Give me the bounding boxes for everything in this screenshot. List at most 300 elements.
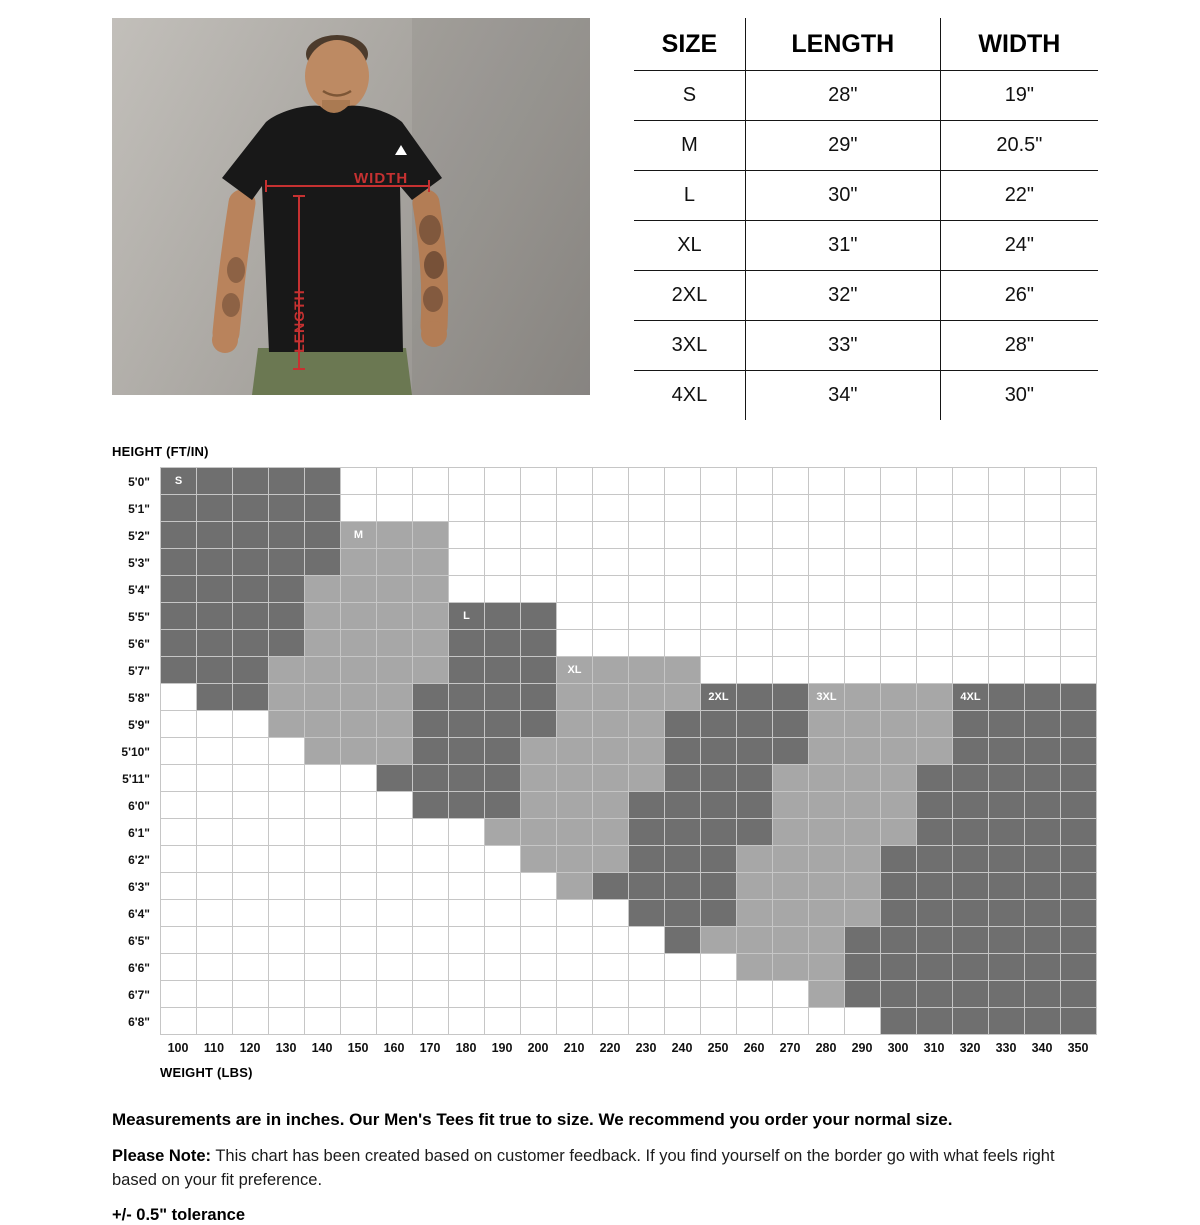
grid-cell <box>917 873 953 900</box>
grid-cell <box>269 819 305 846</box>
size-table <box>634 18 1098 420</box>
grid-cell <box>845 954 881 981</box>
grid-cell <box>701 738 737 765</box>
grid-cell <box>1025 711 1061 738</box>
grid-cell <box>701 954 737 981</box>
grid-cell <box>701 819 737 846</box>
grid-cell <box>521 657 557 684</box>
y-tick-label: 5'11" <box>122 771 150 786</box>
grid-cell <box>629 684 665 711</box>
grid-cell <box>809 738 845 765</box>
grid-cell <box>773 549 809 576</box>
grid-cell <box>1025 657 1061 684</box>
grid-cell <box>161 873 197 900</box>
grid-cell <box>413 603 449 630</box>
grid-cell: 2XL <box>701 684 737 711</box>
grid-cell <box>989 900 1025 927</box>
grid-cell <box>521 522 557 549</box>
grid-cell <box>305 873 341 900</box>
grid-cell <box>377 603 413 630</box>
grid-cell <box>485 468 521 495</box>
grid-cell <box>557 819 593 846</box>
grid-cell <box>377 684 413 711</box>
grid-cell <box>593 522 629 549</box>
grid-cell <box>1061 684 1097 711</box>
grid-cell <box>629 765 665 792</box>
tattoo <box>227 257 245 283</box>
grid-cell <box>197 927 233 954</box>
grid-cell <box>341 765 377 792</box>
grid-cell <box>773 765 809 792</box>
grid-cell <box>809 927 845 954</box>
size-table-cell: 34" <box>745 371 940 421</box>
grid-cell <box>629 873 665 900</box>
tattoo <box>424 251 444 279</box>
grid-cell <box>881 603 917 630</box>
grid-cell <box>521 900 557 927</box>
grid-cell <box>917 711 953 738</box>
grid-cell <box>341 738 377 765</box>
grid-cell <box>377 954 413 981</box>
grid-cell <box>449 873 485 900</box>
grid-cell <box>593 495 629 522</box>
grid-cell <box>161 495 197 522</box>
grid-cell <box>773 792 809 819</box>
size-table-cell: S <box>634 71 745 121</box>
tattoo <box>423 286 443 312</box>
grid-cell <box>161 1008 197 1035</box>
size-table-cell: 33" <box>745 321 940 371</box>
grid-cell <box>413 927 449 954</box>
grid-cell <box>305 549 341 576</box>
grid-cell <box>269 765 305 792</box>
grid-cell <box>809 981 845 1008</box>
grid-cell <box>1025 765 1061 792</box>
grid-row-wrap <box>112 467 1098 1035</box>
grid-cell <box>233 657 269 684</box>
y-tick-label: 6'1" <box>128 825 150 840</box>
grid-cell <box>953 792 989 819</box>
grid-cell <box>1061 549 1097 576</box>
width-measure-label: WIDTH <box>354 170 409 187</box>
grid-cell <box>413 657 449 684</box>
grid-cell <box>521 738 557 765</box>
grid-cell <box>737 981 773 1008</box>
grid-cell <box>953 468 989 495</box>
grid-cell <box>809 819 845 846</box>
grid-cell <box>341 927 377 954</box>
grid-cell <box>737 603 773 630</box>
grid-cell <box>377 657 413 684</box>
grid-cell <box>629 846 665 873</box>
grid-cell <box>989 738 1025 765</box>
grid-cell <box>629 468 665 495</box>
grid-cell <box>269 900 305 927</box>
grid-cell <box>341 981 377 1008</box>
grid-cell <box>197 468 233 495</box>
grid-cell <box>557 549 593 576</box>
grid-cell <box>593 549 629 576</box>
grid-cell <box>341 846 377 873</box>
grid-cell <box>917 603 953 630</box>
grid-cell <box>233 549 269 576</box>
grid-cell <box>449 576 485 603</box>
grid-cell <box>161 738 197 765</box>
grid-cell <box>593 738 629 765</box>
grid-cell <box>521 873 557 900</box>
grid-cell <box>989 1008 1025 1035</box>
grid-cell <box>1025 684 1061 711</box>
grid-cell <box>773 873 809 900</box>
grid-cell <box>737 576 773 603</box>
grid-cell <box>809 954 845 981</box>
grid-cell <box>845 900 881 927</box>
grid-cell <box>485 765 521 792</box>
grid-cell <box>881 792 917 819</box>
grid-cell <box>233 900 269 927</box>
grid-cell <box>953 900 989 927</box>
grid-cell <box>449 738 485 765</box>
grid-cell <box>557 684 593 711</box>
grid-cell <box>449 684 485 711</box>
grid-cell <box>773 711 809 738</box>
grid-cell <box>881 468 917 495</box>
grid-cell <box>989 765 1025 792</box>
y-tick-label: 6'8" <box>128 1014 150 1029</box>
y-tick-label: 5'3" <box>128 555 150 570</box>
x-tick-label: 160 <box>383 1041 405 1055</box>
grid-cell <box>629 981 665 1008</box>
grid-cell <box>737 954 773 981</box>
grid-cell <box>845 657 881 684</box>
grid-cell <box>413 549 449 576</box>
grid-cell <box>809 549 845 576</box>
grid-cell <box>809 792 845 819</box>
grid-cell <box>989 468 1025 495</box>
grid-cell <box>809 657 845 684</box>
grid-cell <box>809 873 845 900</box>
tattoo <box>222 293 240 317</box>
grid-cell <box>161 954 197 981</box>
grid-cell <box>701 765 737 792</box>
grid-cell <box>521 603 557 630</box>
grid-cell <box>197 792 233 819</box>
grid-cell <box>1061 738 1097 765</box>
grid-cell <box>629 927 665 954</box>
grid-cell <box>773 927 809 954</box>
grid-cell <box>809 603 845 630</box>
grid-cell <box>593 927 629 954</box>
grid-cell <box>485 576 521 603</box>
grid-cell <box>845 576 881 603</box>
grid-cell <box>305 846 341 873</box>
grid-cell <box>161 765 197 792</box>
grid-cell <box>305 711 341 738</box>
grid-cell <box>449 711 485 738</box>
grid-cell <box>341 900 377 927</box>
grid-cell <box>917 495 953 522</box>
grid-cell <box>305 765 341 792</box>
grid-cell <box>701 900 737 927</box>
grid-cell <box>629 711 665 738</box>
grid-cell <box>593 792 629 819</box>
grid-cell <box>233 684 269 711</box>
grid-cell <box>485 927 521 954</box>
x-tick-label: 140 <box>311 1041 333 1055</box>
grid-cell <box>917 981 953 1008</box>
grid-cell <box>629 657 665 684</box>
grid-cell <box>809 900 845 927</box>
grid-cell <box>953 819 989 846</box>
grid-cell <box>593 657 629 684</box>
grid-cell <box>989 873 1025 900</box>
grid-cell <box>845 522 881 549</box>
grid-cell <box>773 468 809 495</box>
grid-cell <box>845 603 881 630</box>
grid-cell <box>773 495 809 522</box>
grid-cell <box>485 495 521 522</box>
grid-cell <box>377 927 413 954</box>
y-tick-label: 5'2" <box>128 528 150 543</box>
grid-cell <box>413 711 449 738</box>
grid-cell <box>917 927 953 954</box>
grid-cell <box>197 846 233 873</box>
grid-cell: M <box>341 522 377 549</box>
grid-cell <box>413 738 449 765</box>
grid-cell <box>521 468 557 495</box>
size-table-cell: 30" <box>940 371 1098 421</box>
grid-cell <box>341 684 377 711</box>
grid-cell <box>881 819 917 846</box>
x-tick-label: 260 <box>743 1041 765 1055</box>
grid-cell <box>701 630 737 657</box>
grid-cell <box>305 468 341 495</box>
grid-cell <box>701 927 737 954</box>
grid-cell <box>665 549 701 576</box>
grid-cell <box>557 1008 593 1035</box>
grid-cell <box>953 576 989 603</box>
grid-cell <box>1061 1008 1097 1035</box>
grid-cell <box>629 819 665 846</box>
grid-cell <box>629 522 665 549</box>
grid-cell <box>413 792 449 819</box>
grid-cell <box>665 522 701 549</box>
grid-cell <box>413 495 449 522</box>
grid-cell <box>449 630 485 657</box>
x-tick-label: 230 <box>635 1041 657 1055</box>
grid-cell <box>161 927 197 954</box>
grid-cell <box>485 603 521 630</box>
size-table-cell: 28" <box>745 71 940 121</box>
fit-photo-illustration <box>112 18 590 395</box>
grid-cell <box>449 792 485 819</box>
grid-cell <box>413 873 449 900</box>
grid-cell <box>449 954 485 981</box>
grid-cell <box>161 711 197 738</box>
grid-cell <box>953 873 989 900</box>
grid-cell <box>917 468 953 495</box>
grid-cell <box>989 549 1025 576</box>
y-tick-label: 6'3" <box>128 879 150 894</box>
grid-cell <box>953 765 989 792</box>
grid-cell <box>665 819 701 846</box>
grid-cell <box>377 468 413 495</box>
grid-cell <box>665 927 701 954</box>
grid-cell <box>917 1008 953 1035</box>
grid-cell <box>521 1008 557 1035</box>
grid-cell <box>701 1008 737 1035</box>
grid-cell <box>953 738 989 765</box>
grid-cell <box>341 819 377 846</box>
grid-cell <box>269 684 305 711</box>
grid-cell <box>449 522 485 549</box>
grid-cell <box>845 711 881 738</box>
grid-cell <box>233 1008 269 1035</box>
grid-cell <box>161 792 197 819</box>
grid-cell <box>341 495 377 522</box>
grid-cell <box>233 522 269 549</box>
grid-cell <box>989 603 1025 630</box>
size-table-wrap <box>634 18 1098 420</box>
grid-cell <box>773 819 809 846</box>
grid-cell <box>521 630 557 657</box>
grid-cell <box>377 873 413 900</box>
grid-cell <box>197 495 233 522</box>
grid-cell <box>341 603 377 630</box>
top-section <box>112 18 1098 420</box>
size-table-cell: 4XL <box>671 384 708 406</box>
grid-cell <box>737 792 773 819</box>
grid-cell <box>197 981 233 1008</box>
grid-cell <box>845 495 881 522</box>
grid-cell <box>485 900 521 927</box>
grid-cell <box>881 684 917 711</box>
grid-cell <box>737 927 773 954</box>
grid-cell <box>845 819 881 846</box>
grid-cell <box>881 846 917 873</box>
grid-cell <box>1025 1008 1061 1035</box>
grid-cell <box>449 846 485 873</box>
grid-cell <box>1061 630 1097 657</box>
grid-cell <box>845 684 881 711</box>
grid-cell <box>485 549 521 576</box>
grid-cell <box>665 630 701 657</box>
grid-cell <box>485 630 521 657</box>
grid-cell <box>881 765 917 792</box>
y-tick-label: 6'7" <box>128 987 150 1002</box>
grid-cell <box>773 657 809 684</box>
grid-cell <box>953 522 989 549</box>
grid-cell <box>305 954 341 981</box>
grid-cell <box>233 576 269 603</box>
grid-cell <box>1025 630 1061 657</box>
grid-cell <box>1061 954 1097 981</box>
grid-cell <box>773 981 809 1008</box>
grid-cell <box>521 495 557 522</box>
grid-cell <box>557 495 593 522</box>
grid-cell <box>377 738 413 765</box>
grid-cell <box>269 522 305 549</box>
grid-cell <box>593 1008 629 1035</box>
grid-cell <box>773 576 809 603</box>
grid-cell <box>557 927 593 954</box>
grid-cell <box>377 711 413 738</box>
grid-cell <box>737 819 773 846</box>
grid-cell <box>701 792 737 819</box>
grid-cell <box>197 900 233 927</box>
grid-cell <box>377 819 413 846</box>
size-table-cell: 20.5" <box>940 121 1098 171</box>
length-measure-label: LENGTH <box>291 289 307 353</box>
grid-cell <box>197 738 233 765</box>
x-tick-label: 310 <box>923 1041 945 1055</box>
grid-cell <box>161 819 197 846</box>
x-axis-labels <box>160 1035 1098 1055</box>
grid-cell <box>449 900 485 927</box>
size-table-row <box>634 71 1098 121</box>
grid-cell <box>665 738 701 765</box>
grid-cell <box>845 927 881 954</box>
grid-cell <box>305 495 341 522</box>
grid-cell <box>413 1008 449 1035</box>
grid-cell <box>1061 711 1097 738</box>
grid-cell <box>701 549 737 576</box>
grid-cell <box>1061 468 1097 495</box>
x-tick-label: 190 <box>491 1041 513 1055</box>
size-table-cell: M <box>634 121 745 171</box>
grid-cell <box>449 819 485 846</box>
grid-cell <box>737 657 773 684</box>
y-axis-labels <box>112 467 160 1035</box>
grid-cell <box>773 954 809 981</box>
grid-cell <box>593 576 629 603</box>
grid-cell <box>1025 873 1061 900</box>
size-table-cell: 22" <box>940 171 1098 221</box>
grid-cell <box>845 549 881 576</box>
grid-cell <box>629 1008 665 1035</box>
grid-cell <box>1061 603 1097 630</box>
grid-cell <box>1061 927 1097 954</box>
grid-cell <box>1025 603 1061 630</box>
right-hand <box>421 321 447 347</box>
grid-cell <box>1061 576 1097 603</box>
please-note <box>112 1145 1077 1193</box>
grid-cell <box>989 981 1025 1008</box>
grid-cell <box>269 981 305 1008</box>
size-table-cell: 29" <box>745 121 940 171</box>
grid-cell <box>953 603 989 630</box>
grid-cell <box>1061 522 1097 549</box>
grid-cell <box>485 981 521 1008</box>
grid-cell <box>665 1008 701 1035</box>
y-tick-label: 5'9" <box>128 717 150 732</box>
grid-cell <box>953 927 989 954</box>
grid-cell <box>701 576 737 603</box>
size-table-row <box>634 371 1098 421</box>
grid-cell <box>809 765 845 792</box>
grid-cell <box>701 522 737 549</box>
y-tick-label: 6'0" <box>128 798 150 813</box>
grid-cell <box>665 954 701 981</box>
grid-cell <box>917 549 953 576</box>
grid-cell <box>377 576 413 603</box>
size-table-cell: 28" <box>940 321 1098 371</box>
grid-cell <box>377 630 413 657</box>
grid-cell <box>881 900 917 927</box>
y-tick-label: 6'6" <box>128 960 150 975</box>
x-tick-label: 350 <box>1067 1041 1089 1055</box>
grid-cell <box>845 846 881 873</box>
